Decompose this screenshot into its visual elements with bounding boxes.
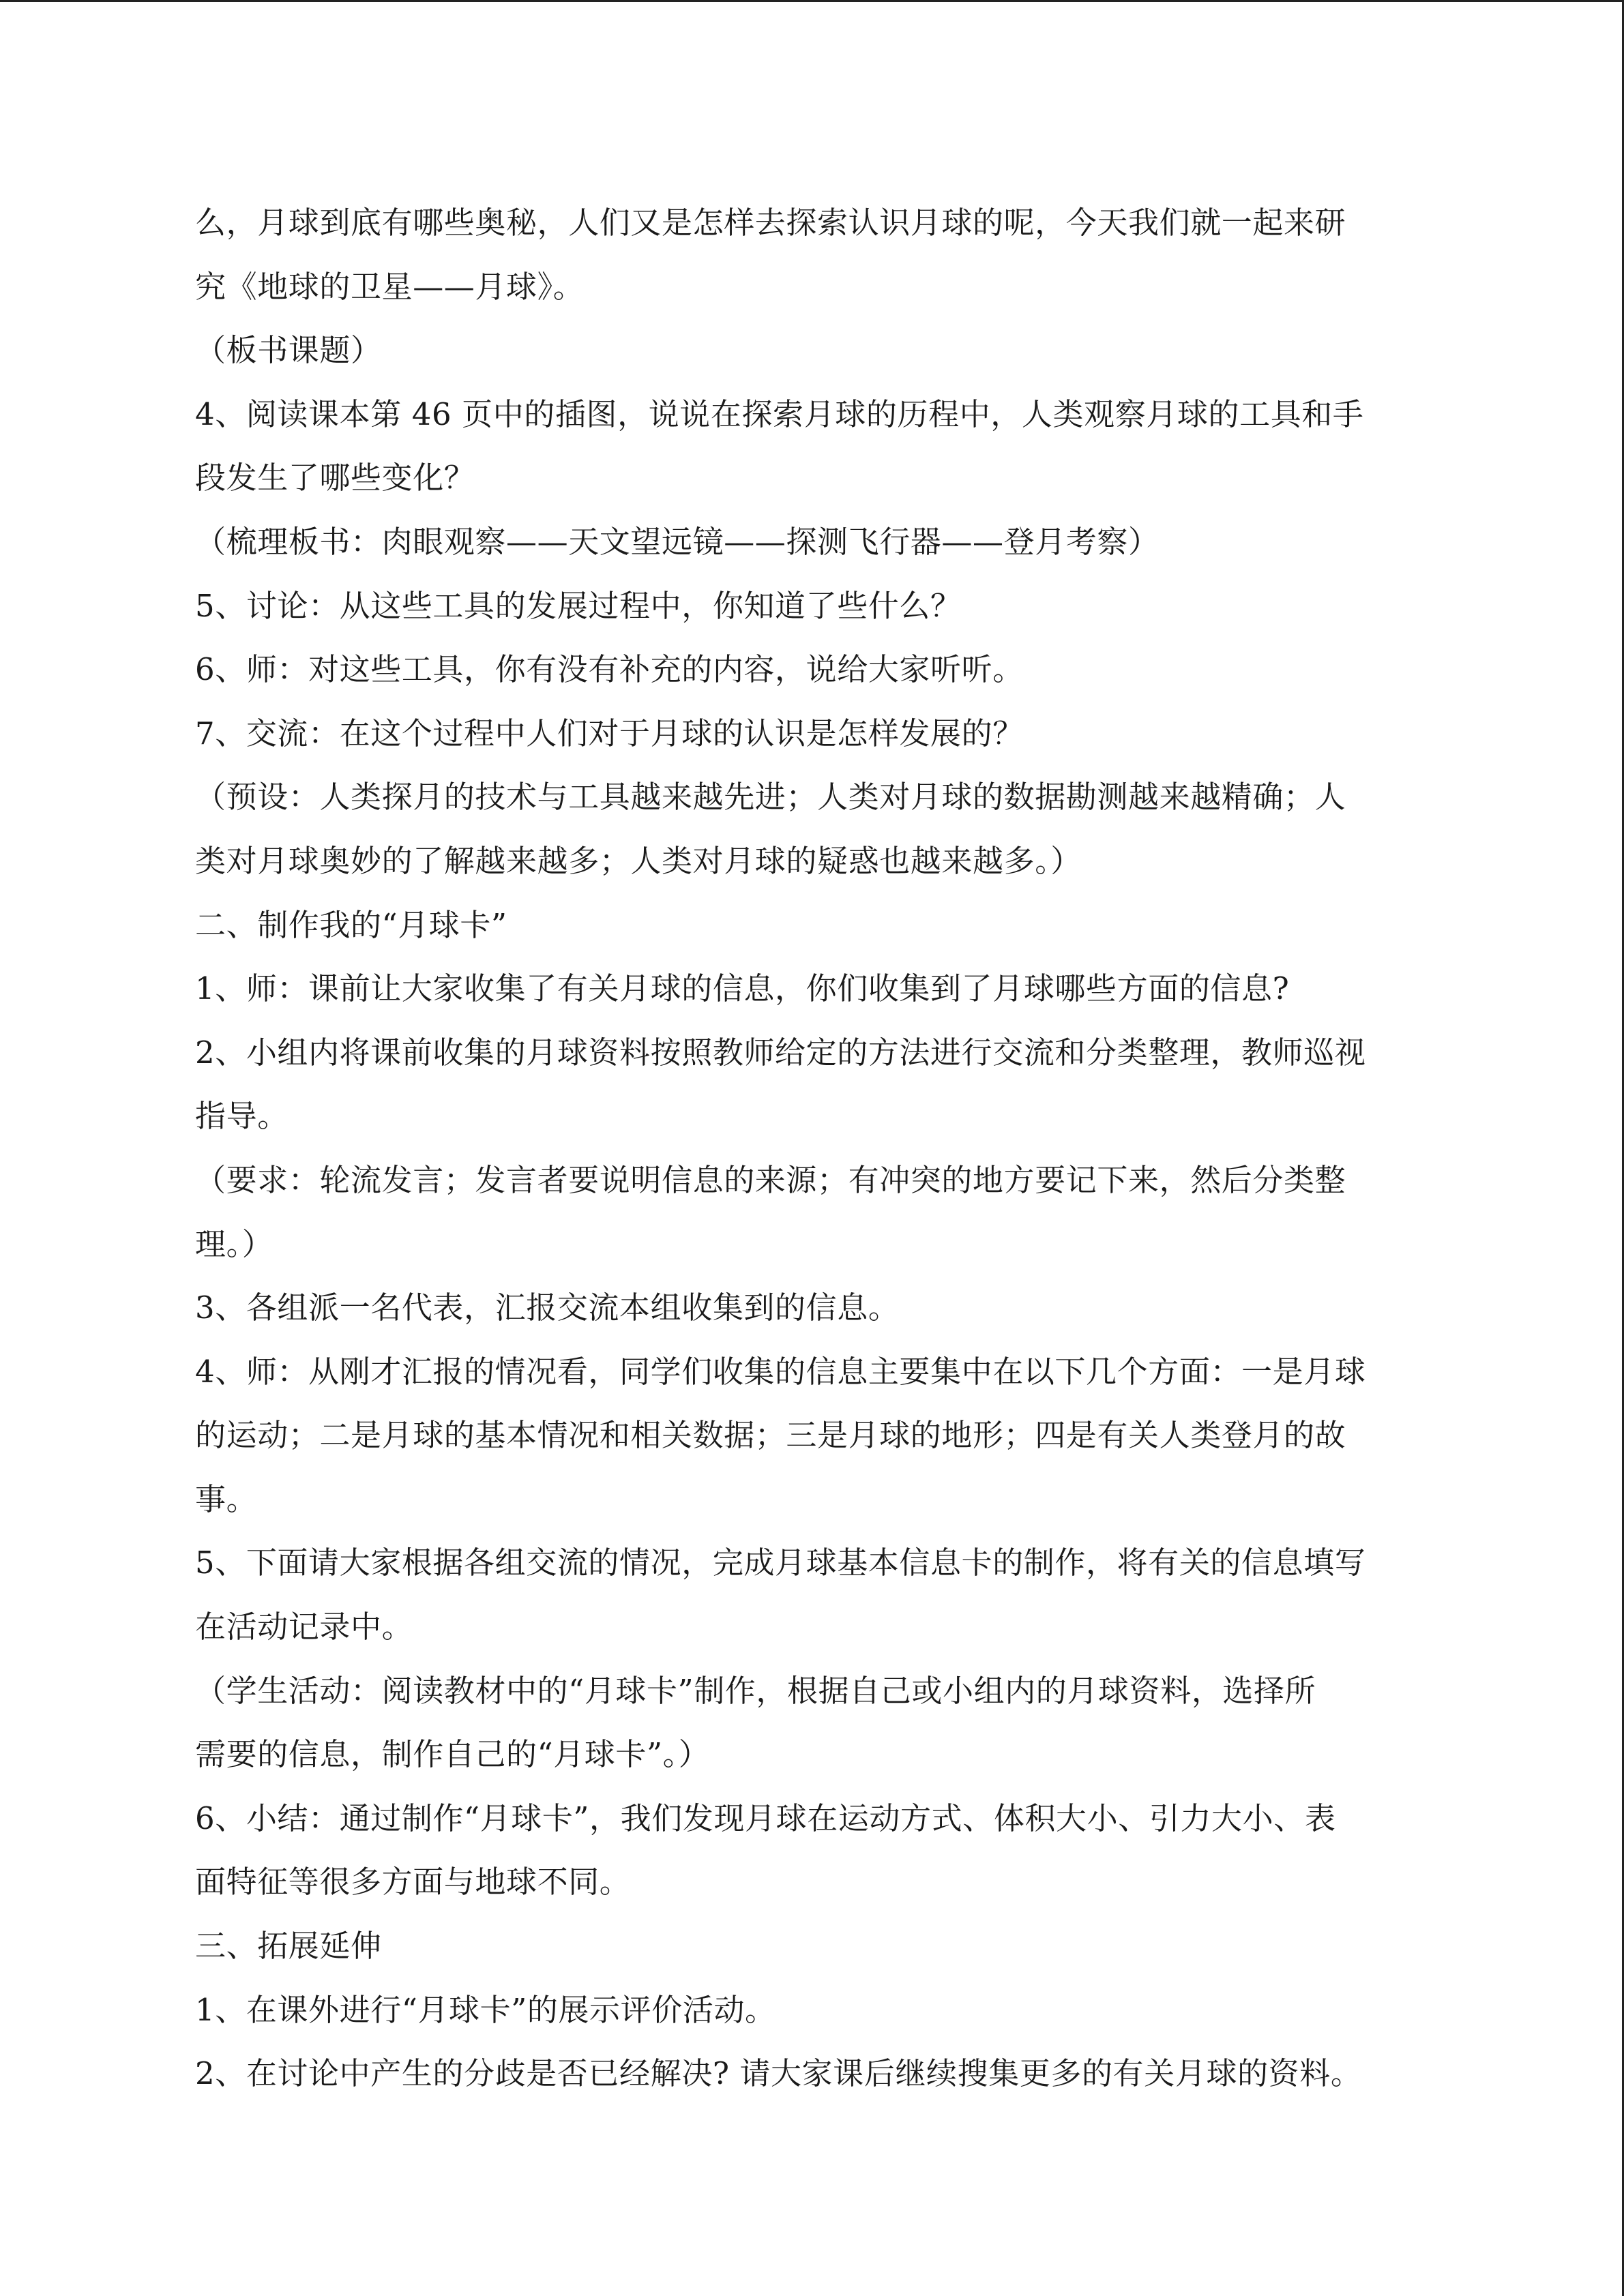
text-line: 5、下面请大家根据各组交流的情况，完成月球基本信息卡的制作，将有关的信息填写 [195,1545,1366,1581]
text-line: 2、在讨论中产生的分歧是否已经解决? 请大家课后继续搜集更多的有关月球的资料。 [195,2055,1362,2092]
text-line: 的运动；二是月球的基本情况和相关数据；三是月球的地形；四是有关人类登月的故 [195,1417,1346,1454]
text-line: 面特征等很多方面与地球不同。 [195,1864,631,1900]
text-line: 1、在课外进行“月球卡”的展示评价活动。 [195,1991,776,2028]
text-line: 么，月球到底有哪些奥秘，人们又是怎样去探索认识月球的呢，今天我们就一起来研 [195,205,1346,241]
document-body [195,191,1430,2106]
text-line: （板书课题） [195,332,382,369]
text-line: 3、各组派一名代表，汇报交流本组收集到的信息。 [195,1289,900,1326]
section-heading: 二、制作我的“月球卡” [195,906,507,943]
text-line: 需要的信息，制作自己的“月球卡”。） [195,1736,710,1773]
text-line: 4、师：从刚才汇报的情况看，同学们收集的信息主要集中在以下几个方面：一是月球 [195,1353,1366,1390]
text-line: 6、师：对这些工具，你有没有补充的内容，说给大家听听。 [195,651,1024,688]
text-line: 4、阅读课本第 46 页中的插图，说说在探索月球的历程中，人类观察月球的工具和手 [195,396,1364,432]
text-line: （预设：人类探月的技术与工具越来越先进；人类对月球的数据勘测越来越精确；人 [195,779,1346,816]
text-line: 6、小结：通过制作“月球卡”，我们发现月球在运动方式、体积大小、引力大小、表 [195,1800,1336,1836]
text-line: （要求：轮流发言；发言者要说明信息的来源；有冲突的地方要记下来，然后分类整 [195,1161,1346,1198]
text-line: 理。） [195,1225,274,1262]
text-line: （学生活动：阅读教材中的“月球卡”制作，根据自己或小组内的月球资料，选择所 [195,1672,1316,1709]
text-line: 事。 [195,1480,258,1517]
text-line: 7、交流：在这个过程中人们对于月球的认识是怎样发展的？ [195,715,1024,751]
text-line: 2、小组内将课前收集的月球资料按照教师给定的方法进行交流和分类整理，教师巡视 [195,1034,1366,1071]
page-top-border [0,0,1624,2]
section-heading: 三、拓展延伸 [195,1928,382,1965]
text-line: 究《地球的卫星——月球》。 [195,268,585,305]
text-line: 类对月球奥妙的了解越来越多；人类对月球的疑惑也越来越多。） [195,842,1082,879]
text-line: 在活动记录中。 [195,1609,413,1645]
text-line: 1、师：课前让大家收集了有关月球的信息，你们收集到了月球哪些方面的信息? [195,970,1290,1007]
text-line: 指导。 [195,1098,289,1135]
text-line: （梳理板书：肉眼观察——天文望远镜——探测飞行器——登月考察） [195,523,1160,560]
text-line: 5、讨论：从这些工具的发展过程中，你知道了些什么？ [195,587,962,624]
text-line: 段发生了哪些变化？ [195,460,475,496]
